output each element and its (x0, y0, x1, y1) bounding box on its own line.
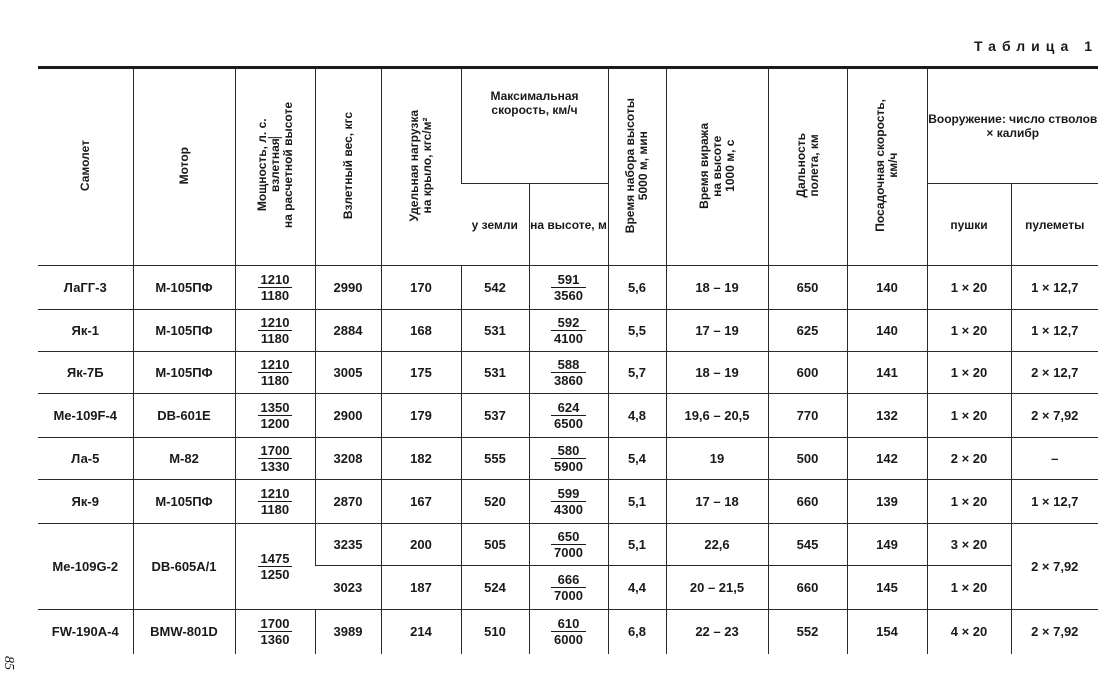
turn-cell: 17 – 18 (666, 480, 768, 524)
landing-cell: 132 (847, 394, 927, 438)
speed-altitude-cell: $\frac{588}{3860}$ (529, 352, 608, 394)
header-machine-guns: пулеметы (1011, 184, 1098, 266)
cannons-cell: 3 × 20 (927, 524, 1011, 566)
header-max-speed: Максимальная скорость, км/ч (461, 68, 608, 184)
aircraft-cell: ЛаГГ-3 (38, 266, 133, 310)
speed-ground-cell: 542 (461, 266, 529, 310)
range-cell: 650 (768, 266, 847, 310)
power-cell: $\frac{1475}{1250}$ (235, 524, 315, 610)
power-cell: $\frac{1210}{1180}$ (235, 480, 315, 524)
power-cell: $\frac{1700}{1330}$ (235, 438, 315, 480)
climb-cell: 6,8 (608, 610, 666, 654)
speed-ground-cell: 531 (461, 352, 529, 394)
cannons-cell: 1 × 20 (927, 352, 1011, 394)
landing-cell: 139 (847, 480, 927, 524)
aircraft-comparison-table (38, 66, 1098, 654)
loading-cell: 187 (381, 566, 461, 610)
header-range: Дальность полета, км (768, 68, 847, 266)
aircraft-cell: Ме-109F-4 (38, 394, 133, 438)
speed-altitude-cell: $\frac{650}{7000}$ (529, 524, 608, 566)
mg-cell: 1 × 12,7 (1011, 266, 1098, 310)
speed-altitude-cell: $\frac{592}{4100}$ (529, 310, 608, 352)
power-cell: $\frac{1210}{1180}$ (235, 266, 315, 310)
speed-ground-cell: 555 (461, 438, 529, 480)
weight-cell: 3005 (315, 352, 381, 394)
turn-cell: 22,6 (666, 524, 768, 566)
mg-cell: 2 × 12,7 (1011, 352, 1098, 394)
aircraft-cell: Ме-109G-2 (38, 524, 133, 610)
table-row (38, 352, 1098, 394)
header-engine: Мотор (133, 68, 235, 266)
climb-cell: 5,5 (608, 310, 666, 352)
cannons-cell: 1 × 20 (927, 310, 1011, 352)
power-cell: $\frac{1350}{1200}$ (235, 394, 315, 438)
speed-ground-cell: 505 (461, 524, 529, 566)
aircraft-cell: Як-1 (38, 310, 133, 352)
mg-cell: 1 × 12,7 (1011, 310, 1098, 352)
climb-cell: 5,6 (608, 266, 666, 310)
range-cell: 660 (768, 480, 847, 524)
engine-cell: М-105ПФ (133, 352, 235, 394)
engine-cell: М-105ПФ (133, 480, 235, 524)
loading-cell: 182 (381, 438, 461, 480)
aircraft-cell: FW-190A-4 (51, 624, 119, 640)
speed-altitude-cell: $\frac{666}{7000}$ (529, 566, 608, 610)
aircraft-cell: Як-9 (38, 480, 133, 524)
table-row (38, 524, 1098, 566)
climb-cell: 5,1 (608, 524, 666, 566)
weight-cell: 3208 (315, 438, 381, 480)
power-cell: $\frac{1210}{1180}$ (235, 310, 315, 352)
climb-cell: 5,4 (608, 438, 666, 480)
range-cell: 500 (768, 438, 847, 480)
header-turn-time: Время виража на высоте 1000 м, с (666, 68, 768, 266)
speed-ground-cell: 537 (461, 394, 529, 438)
header-climb-time: Время набора высоты 5000 м, мин (608, 68, 666, 266)
speed-ground-cell: 524 (461, 566, 529, 610)
cannons-cell: 1 × 20 (927, 566, 1011, 610)
header-landing-speed: Посадочная скорость, км/ч (847, 68, 927, 266)
loading-cell: 179 (381, 394, 461, 438)
turn-cell: 17 – 19 (666, 310, 768, 352)
header-aircraft: Самолет (38, 68, 133, 266)
header-power: Мощность, л. с. взлетная на расчетной высоте (235, 68, 315, 266)
header-cannons: пушки (927, 184, 1011, 266)
speed-altitude-cell: $\frac{580}{5900}$ (529, 438, 608, 480)
landing-cell: 145 (847, 566, 927, 610)
loading-cell: 175 (381, 352, 461, 394)
speed-altitude-cell: $\frac{610}{6000}$ (529, 610, 608, 654)
table-row (38, 480, 1098, 524)
range-cell: 552 (768, 610, 847, 654)
loading-cell: 167 (381, 480, 461, 524)
header-wing-loading: Удельная нагрузка на крыло, кгс/м² (381, 68, 461, 266)
engine-cell: М-82 (133, 438, 235, 480)
aircraft-cell: Як-7Б (38, 352, 133, 394)
landing-cell: 142 (847, 438, 927, 480)
loading-cell: 170 (381, 266, 461, 310)
cannons-cell: 1 × 20 (927, 394, 1011, 438)
weight-cell: 2884 (315, 310, 381, 352)
weight-cell: 2990 (315, 266, 381, 310)
mg-cell: 2 × 7,92 (1011, 610, 1098, 654)
landing-cell: 154 (847, 610, 927, 654)
climb-cell: 5,1 (608, 480, 666, 524)
speed-altitude-cell: $\frac{624}{6500}$ (529, 394, 608, 438)
turn-cell: 18 – 19 (666, 266, 768, 310)
weight-cell: 2870 (315, 480, 381, 524)
weight-cell: 3989 (315, 610, 381, 654)
page-number: 85 (1, 656, 16, 670)
speed-ground-cell: 520 (461, 480, 529, 524)
turn-cell: 18 – 19 (666, 352, 768, 394)
range-cell: 625 (768, 310, 847, 352)
table-row (38, 266, 1098, 310)
speed-ground-cell: 510 (461, 610, 529, 654)
mg-cell: 1 × 12,7 (1011, 480, 1098, 524)
loading-cell: 214 (381, 610, 461, 654)
weight-cell: 3235 (315, 524, 381, 566)
climb-cell: 4,4 (608, 566, 666, 610)
aircraft-cell: Ла-5 (38, 438, 133, 480)
turn-cell: 22 – 23 (666, 610, 768, 654)
weight-cell: 3023 (315, 566, 381, 610)
mg-cell: – (1011, 438, 1098, 480)
table-row (38, 438, 1098, 480)
engine-cell: DB-601E (133, 394, 235, 438)
table-row (38, 610, 1098, 654)
turn-cell: 19 (666, 438, 768, 480)
header-takeoff-weight: Взлетный вес, кгс (315, 68, 381, 266)
engine-cell: М-105ПФ (133, 310, 235, 352)
power-cell: $\frac{1700}{1360}$ (235, 610, 315, 654)
climb-cell: 5,7 (608, 352, 666, 394)
mg-cell: 2 × 7,92 (1011, 394, 1098, 438)
range-cell: 545 (768, 524, 847, 566)
engine-cell: DB-605A/1 (133, 524, 235, 610)
header-speed-ground: у земли (461, 184, 529, 266)
header-armament: Вооружение: число стволов × калибр (927, 68, 1098, 184)
climb-cell: 4,8 (608, 394, 666, 438)
speed-ground-cell: 531 (461, 310, 529, 352)
table-title: Таблица 1 (973, 38, 1098, 54)
weight-cell: 2900 (315, 394, 381, 438)
range-cell: 660 (768, 566, 847, 610)
cannons-cell: 4 × 20 (927, 610, 1011, 654)
header-speed-altitude: на высоте, м (529, 184, 608, 266)
power-cell: $\frac{1210}{1180}$ (235, 352, 315, 394)
mg-cell: 2 × 7,92 (1011, 524, 1098, 610)
landing-cell: 141 (847, 352, 927, 394)
cannons-cell: 1 × 20 (927, 266, 1011, 310)
table-row (38, 394, 1098, 438)
engine-cell: BMW-801D (133, 610, 235, 654)
turn-cell: 20 – 21,5 (666, 566, 768, 610)
speed-altitude-cell: $\frac{599}{4300}$ (529, 480, 608, 524)
engine-cell: М-105ПФ (133, 266, 235, 310)
range-cell: 600 (768, 352, 847, 394)
range-cell: 770 (768, 394, 847, 438)
table-row (38, 310, 1098, 352)
landing-cell: 149 (847, 524, 927, 566)
cannons-cell: 1 × 20 (927, 480, 1011, 524)
loading-cell: 168 (381, 310, 461, 352)
turn-cell: 19,6 – 20,5 (666, 394, 768, 438)
landing-cell: 140 (847, 266, 927, 310)
cannons-cell: 2 × 20 (927, 438, 1011, 480)
landing-cell: 140 (847, 310, 927, 352)
loading-cell: 200 (381, 524, 461, 566)
speed-altitude-cell: $\frac{591}{3560}$ (529, 266, 608, 310)
